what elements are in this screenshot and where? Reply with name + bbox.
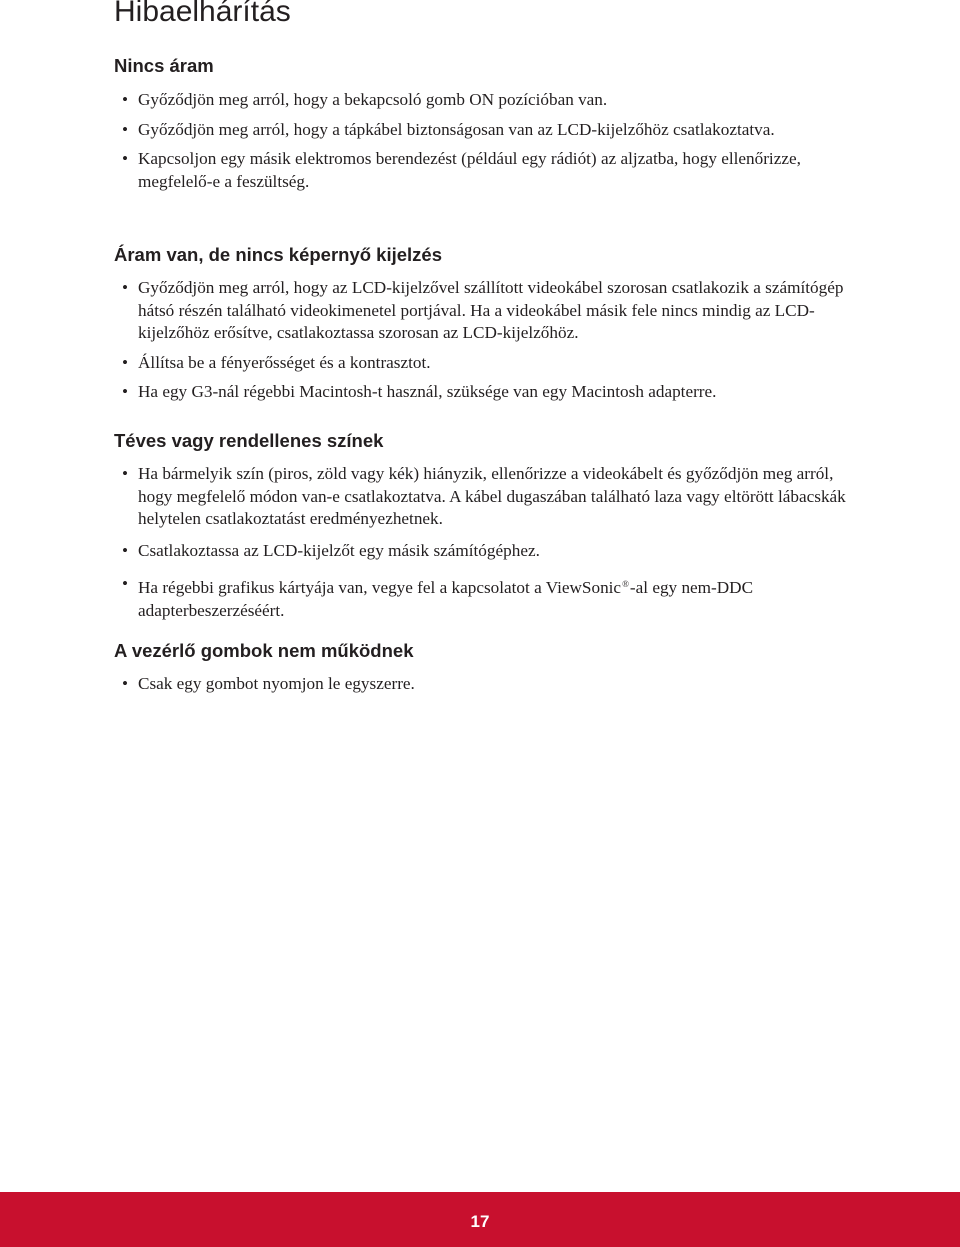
bullet-list — [114, 463, 854, 622]
section-heading: Nincs áram — [114, 55, 214, 76]
bullet-icon: • — [122, 574, 129, 593]
section-wrong-colors — [114, 429, 854, 622]
list-item-text-after: -al egy nem-DDC adapterbeszerzéséért. — [138, 578, 754, 620]
bullet-icon: • — [122, 464, 129, 483]
bullet-list — [114, 277, 854, 404]
list-item — [114, 381, 854, 404]
section-no-power — [114, 54, 854, 193]
list-item-text: Állítsa be a fényerősséget és a kontrasztot. — [138, 352, 431, 372]
bullet-list — [114, 89, 854, 193]
bullet-icon: • — [122, 278, 129, 297]
list-item — [114, 540, 854, 563]
list-item-text: Győződjön meg arról, hogy az LCD-kijelzővel szállított videokábel szorosan csatlakozik a számítógép hátsó részén található videokimenetel portjával. Ha a videokábel másik fele nincs mindig az LCD-kijelzőhöz erősítve, csatlakoztassa szorosan az LCD-kijelzőhöz. — [138, 278, 844, 342]
section-heading: A vezérlő gombok nem működnek — [114, 640, 414, 661]
list-item — [114, 89, 854, 112]
list-item — [114, 148, 854, 193]
bullet-icon: • — [122, 119, 129, 139]
bullet-list — [114, 673, 854, 696]
list-item — [114, 352, 854, 375]
page-number: 17 — [470, 1212, 490, 1231]
list-item-text: Kapcsoljon egy másik elektromos berendezést (például egy rádiót) az aljzatba, hogy ellenőrizze, megfelelő-e a feszültség. — [138, 149, 801, 191]
list-item-text: Ha bármelyik szín (piros, zöld vagy kék) hiányzik, ellenőrizze a videokábelt és győződjön meg arról, hogy megfelelő módon van-e csatlakoztatva. A kábel dugaszában található laza vagy eltörött lábacskák helytelen csatlakoztatást eredményezhetnek. — [138, 464, 846, 528]
bullet-icon: • — [122, 149, 129, 168]
list-item-text: Győződjön meg arról, hogy a bekapcsoló gomb ON pozícióban van. — [138, 90, 608, 109]
bullet-icon: • — [122, 674, 129, 693]
list-item-text: Csak egy gombot nyomjon le egyszerre. — [138, 674, 415, 693]
section-heading: Téves vagy rendellenes színek — [114, 430, 384, 451]
section-heading: Áram van, de nincs képernyő kijelzés — [114, 244, 443, 265]
list-item — [114, 673, 854, 696]
list-item-text: Ha egy G3-nál régebbi Macintosh-t használ, szüksége van egy Macintosh adapterre. — [138, 382, 717, 401]
list-item — [114, 573, 854, 622]
list-item — [114, 119, 854, 142]
list-item-text-before: Ha régebbi grafikus kártyája van, vegye fel a kapcsolatot a ViewSonic — [138, 578, 622, 597]
list-item-text: Győződjön meg arról, hogy a tápkábel biztonságosan van az LCD-kijelzőhöz csatlakoztatva. — [138, 119, 775, 139]
list-item-text: Csatlakoztassa az LCD-kijelzőt egy másik számítógéphez. — [138, 540, 540, 560]
page-title: Hibaelhárítás — [114, 0, 291, 28]
registered-mark: ® — [622, 579, 629, 589]
section-no-display — [114, 243, 854, 404]
list-item — [114, 277, 854, 345]
bullet-icon: • — [122, 352, 129, 372]
bullet-icon: • — [122, 90, 129, 109]
list-item — [114, 463, 854, 531]
bullet-icon: • — [122, 382, 129, 401]
section-controls-not-working — [114, 639, 854, 696]
bullet-icon: • — [122, 540, 129, 560]
